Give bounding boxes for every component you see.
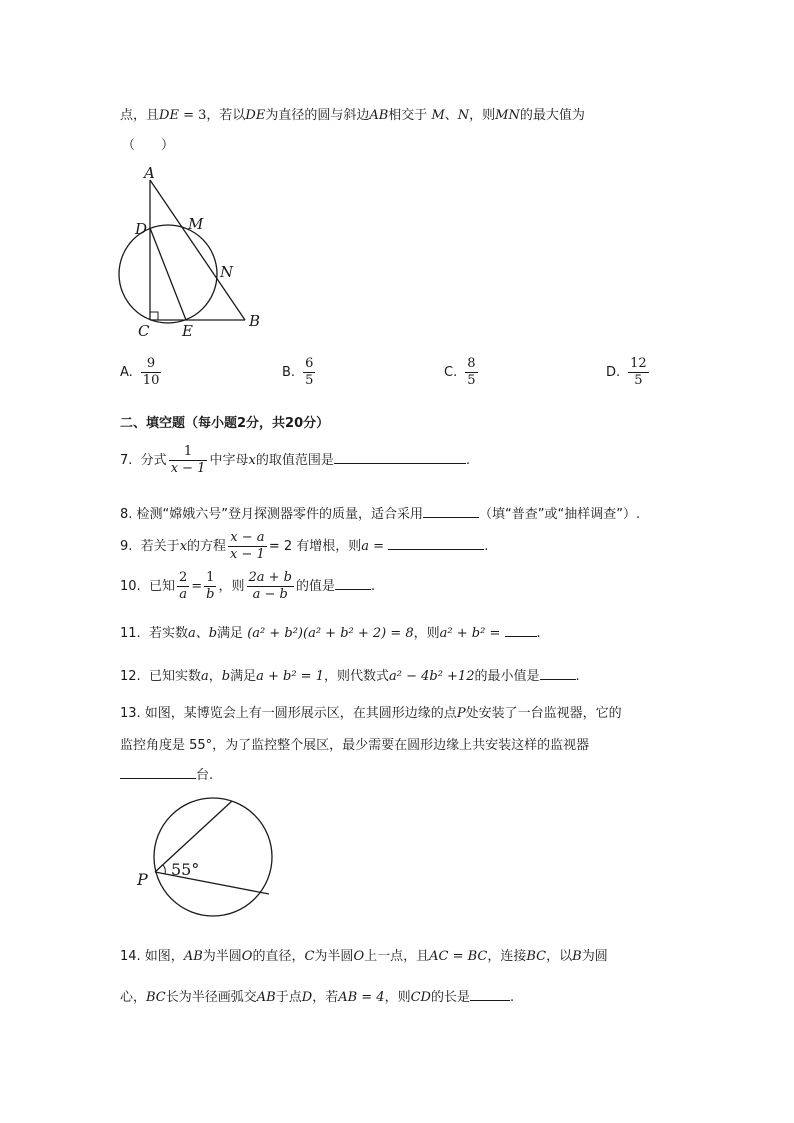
q10-text-b: ，则 (218, 579, 245, 594)
angle-arc (163, 865, 165, 874)
q12-number: 12. (120, 669, 141, 684)
q7-num: 1 (183, 444, 193, 459)
q13-text-1: 13. 如图，某博览会上有一圆形展示区，在其圆形边缘的点 (120, 706, 457, 721)
q6-sep: 、 (444, 108, 458, 123)
q14-text-2d: ，若 (312, 990, 339, 1005)
q12-text-a: 已知实数 (148, 669, 201, 684)
q12-b: b (221, 669, 231, 684)
question-13-line-3 (120, 764, 213, 783)
q6-text-3: 为直径的圆与斜边 (265, 108, 370, 123)
q6-text-4: 相交于 (388, 108, 428, 123)
q11-expr2: a² + b² = (439, 626, 501, 641)
question-8 (120, 503, 640, 522)
q10-num3: 2a + b (248, 570, 293, 585)
label-m: M (188, 215, 204, 233)
q12-text-c: ，则代数式 (323, 669, 389, 684)
option-d-num: 12 (630, 356, 647, 371)
q11-text-a: 若实数 (148, 626, 188, 641)
option-a-den: 10 (142, 373, 160, 388)
q13-text-1b: 处安装了一台监视器，它的 (465, 706, 622, 721)
q9-a: a (361, 539, 370, 554)
q6-ab: AB (369, 108, 389, 123)
q8-text: 8. 检测“嫦娥六号”登月探测器零件的质量，适合采用 (120, 507, 424, 522)
section-heading: 二、填空题（每小题2分，共20分） (120, 416, 330, 431)
q12-expr2: a² − 4b² +12 (388, 669, 475, 684)
q14-text-2f: 的长是 (430, 990, 470, 1005)
q10-end: . (371, 579, 376, 594)
q14-text-2a: 心， (120, 990, 147, 1005)
q14-answer-blank[interactable] (470, 988, 510, 1001)
question-6-text (120, 104, 585, 123)
q6-de: DE (159, 108, 179, 123)
q14-text-1c: 的直径， (252, 949, 305, 964)
label-angle: 55° (171, 860, 200, 879)
question-12 (120, 665, 580, 684)
q11-text-c: ，则 (413, 626, 440, 641)
q8-tail: （填“普查”或“抽样调查”）. (479, 507, 641, 522)
q14-text-1f: ，连接 (487, 949, 527, 964)
question-9 (120, 530, 488, 563)
q7-end: . (465, 453, 470, 468)
q6-answer-paren: （ ） (122, 138, 175, 153)
q11-end: . (536, 626, 541, 641)
option-b-den: 5 (305, 373, 314, 388)
q13-answer-blank[interactable] (120, 766, 196, 779)
q13-text-3: 台. (196, 768, 214, 783)
q10-eq: = (191, 579, 203, 594)
label-e: E (182, 322, 193, 340)
option-b-num: 6 (305, 356, 314, 371)
q7-text-a: 分式 (140, 453, 167, 468)
q10-text-a: 已知 (148, 579, 175, 594)
option-c[interactable] (444, 356, 480, 389)
option-d[interactable] (606, 356, 651, 389)
q10-den2: b (206, 587, 215, 602)
q14-text-1b: 为半圆 (202, 949, 242, 964)
option-c-letter: C. (444, 365, 458, 380)
q12-text-b: 满足 (230, 669, 257, 684)
q10-answer-blank[interactable] (335, 577, 371, 590)
q11-answer-blank[interactable] (505, 624, 537, 637)
q6-m: M (431, 108, 445, 123)
question-14-line-1 (120, 945, 608, 964)
q12-text-d: 的最小值是 (474, 669, 540, 684)
q14-cd: CD (410, 990, 431, 1005)
q9-x: x (179, 539, 188, 554)
q9-num: x − a (230, 530, 265, 545)
q6-n: N (457, 108, 470, 123)
question-10 (120, 570, 375, 603)
option-b[interactable] (282, 356, 317, 389)
q8-answer-blank[interactable] (423, 505, 479, 518)
q14-ab: AB (183, 949, 203, 964)
right-angle-mark (150, 312, 158, 320)
label-b: B (249, 312, 261, 330)
q14-b: B (572, 949, 582, 964)
label-d: D (135, 220, 148, 238)
option-c-num: 8 (467, 356, 476, 371)
triangle-circle-figure (110, 162, 280, 342)
q6-text-2: ，若以 (206, 108, 246, 123)
q10-den1: a (177, 586, 189, 603)
q14-d: D (301, 990, 313, 1005)
q14-text-1h: 为圆 (581, 949, 608, 964)
q7-den: x − 1 (170, 461, 206, 476)
q14-text-2c: 于点 (275, 990, 302, 1005)
option-a-letter: A. (120, 365, 133, 380)
q7-number: 7. (120, 453, 133, 468)
q11-text-b: 满足 (217, 626, 244, 641)
q13-p: P (456, 706, 466, 721)
label-c: C (138, 322, 150, 340)
q14-bc2: BC (146, 990, 166, 1005)
q11-number: 11. (120, 626, 141, 641)
q6-mn: MN (495, 108, 520, 123)
q7-text-c: 的取值范围是 (255, 453, 334, 468)
q7-x: x (248, 453, 256, 468)
q9-number: 9. (120, 539, 133, 554)
q9-text-a: 若关于 (140, 539, 180, 554)
q14-text-1e: 上一点，且 (364, 949, 430, 964)
q9-text-b: 的方程 (187, 539, 227, 554)
label-n: N (220, 263, 234, 281)
q11-expr: (a² + b²)(a² + b² + 2) = 8 (247, 626, 414, 641)
option-a-num: 9 (146, 356, 156, 371)
circle-angle-figure (130, 795, 280, 925)
q14-eq: AB = 4 (338, 990, 385, 1005)
q11-ab: a、b (187, 626, 218, 641)
hypotenuse-ab (150, 180, 245, 320)
question-7 (120, 444, 470, 477)
q14-text-1d: 为半圆 (314, 949, 354, 964)
option-d-letter: D. (606, 365, 621, 380)
question-13-line-1 (120, 702, 622, 721)
q14-o2: O (353, 949, 365, 964)
q14-ab2: AB (256, 990, 276, 1005)
q6-text-1: 点，且 (120, 108, 160, 123)
q14-bc: BC (526, 949, 547, 964)
q9-text-c: = 2 有增根，则 (268, 539, 362, 554)
question-11 (120, 622, 541, 641)
q7-answer-blank[interactable] (334, 451, 466, 464)
q6-eq3: = 3 (178, 108, 207, 123)
label-a: A (144, 164, 155, 182)
q9-eq: = (369, 539, 385, 554)
q12-comma: ， (208, 669, 222, 684)
option-a[interactable] (120, 356, 163, 389)
q9-den: x − 1 (230, 547, 265, 562)
q10-text-c: 的值是 (296, 579, 336, 594)
q12-a: a (200, 669, 209, 684)
q6-de2: DE (245, 108, 266, 123)
q14-text-2b: 长为半径画弧交 (165, 990, 257, 1005)
q9-end: . (484, 539, 489, 554)
q12-expr: a + b² = 1 (256, 669, 324, 684)
q6-text-5: ，则 (469, 108, 496, 123)
q12-end: . (575, 669, 580, 684)
question-13-line-2: 监控角度是 55°，为了监控整个展区，最少需要在圆形边缘上共安装这样的监视器 (120, 738, 590, 753)
option-d-den: 5 (628, 372, 649, 389)
option-c-den: 5 (467, 373, 476, 388)
q14-text-2e: ，则 (384, 990, 411, 1005)
q6-text-6: 的最大值为 (519, 108, 585, 123)
q14-end: . (509, 990, 515, 1005)
q10-num2: 1 (206, 570, 215, 585)
q12-answer-blank[interactable] (540, 667, 576, 680)
q10-num1: 2 (178, 570, 188, 585)
q14-c: C (304, 949, 315, 964)
q7-text-b: 中字母 (209, 453, 249, 468)
q14-text-1a: 14. 如图， (120, 949, 184, 964)
q14-arc-eq: AC = BC (429, 949, 488, 964)
question-14-line-2 (120, 986, 514, 1005)
q9-answer-blank[interactable] (388, 537, 484, 550)
q14-text-1g: ，以 (546, 949, 573, 964)
label-p: P (137, 870, 148, 889)
option-b-letter: B. (282, 365, 296, 380)
q10-number: 10. (120, 579, 141, 594)
q14-o: O (241, 949, 253, 964)
segment-de (150, 228, 186, 320)
q10-den3: a − b (247, 586, 295, 603)
